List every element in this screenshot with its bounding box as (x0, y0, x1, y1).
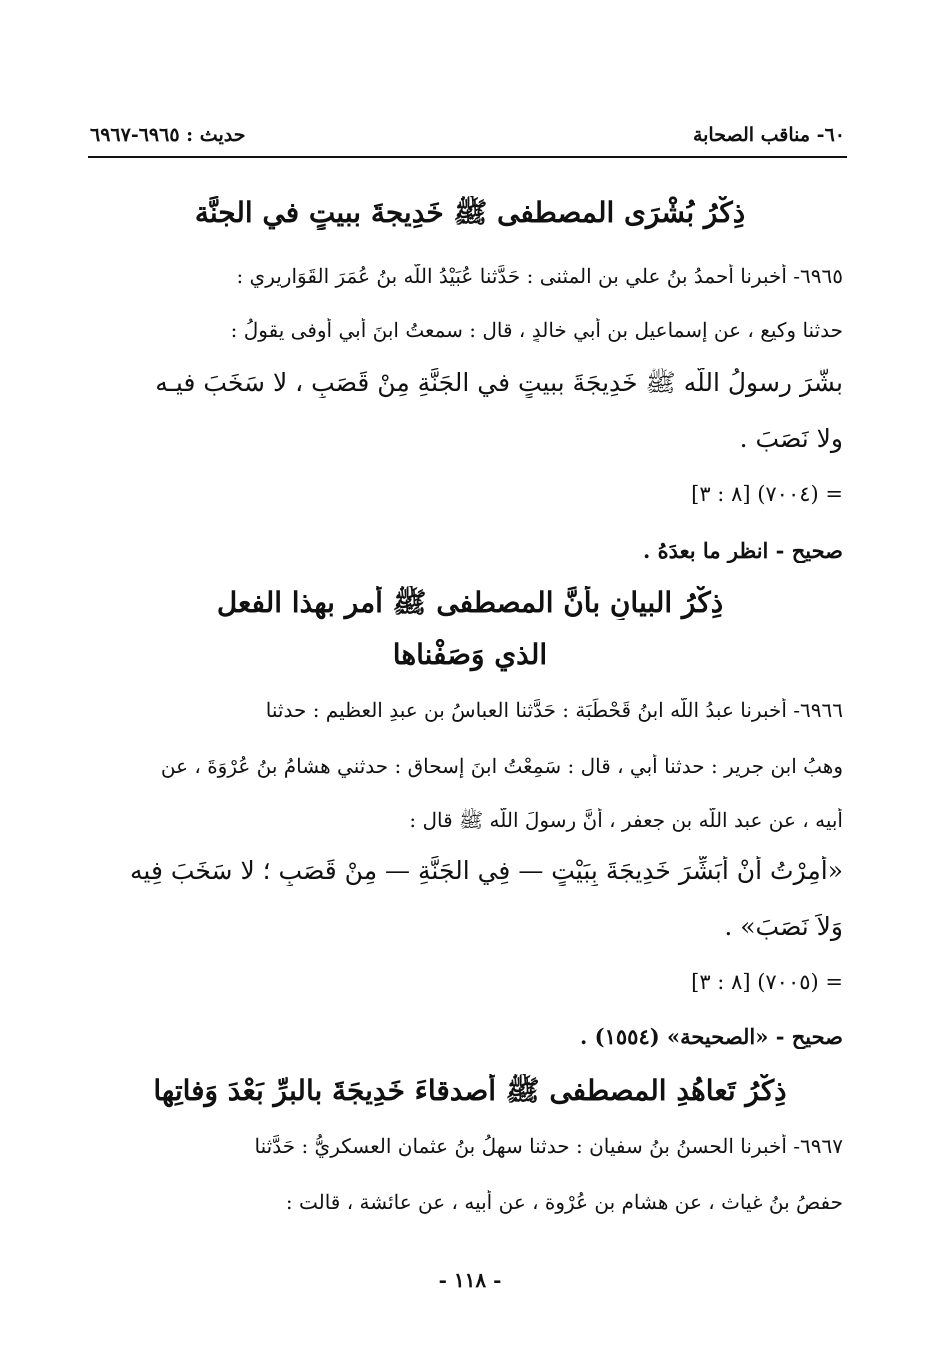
header-divider (88, 156, 847, 158)
cross-reference: = (٧٠٠٥) [٨ : ٣] (691, 970, 843, 994)
isnad-line: حفصُ بنُ غياث ، عن هشام بنِ عُرْوة ، عن أبيه ، عن عائشة ، قالت : (285, 1190, 843, 1214)
grading-note: صحيح - انظر ما بعدَهُ . (642, 538, 843, 563)
cross-reference: = (٧٠٠٤) [٨ : ٣] (691, 482, 843, 506)
page-number: - ١١٨ - (438, 1268, 502, 1292)
isnad-line: ٦٩٦٧- أخبرنا الحسنُ بنُ سفيان : حدثنا سهلُ بنُ عثمان العسكريُّ : حَدَّثنا (254, 1134, 843, 1158)
matn-line: وَلاَ نَصَبَ» . (724, 912, 843, 941)
isnad-line: وهبُ ابن جريرٍ : حدثنا أبي ، قال : سَمِعْتُ ابنَ إسحاق : حدثني هشامُ بنُ عُرْوَةَ ، عن (160, 754, 843, 778)
isnad-line: حدثنا وكيع ، عن إسماعيل بن أبي خالدٍ ، قال : سمعتُ ابنَ أبي أوفى يقولُ : (230, 318, 843, 342)
section-heading: ذِكْرُ بُشْرَى المصطفى ﷺ خَدِيجةَ ببيتٍ في الجنَّة (194, 196, 746, 229)
matn-line: بشَّرَ رسولُ اللَّه ﷺ خَدِيجَةَ ببيتٍ في الجَنَّةِ مِنْ قَصَبٍ ، لا سَخَبَ فيـه (155, 368, 843, 397)
section-heading: ذِكْرُ تَعاهُدِ المصطفى ﷺ أصدقاءَ خَدِيجَةَ بالبرِّ بَعْدَ وَفاتِها (153, 1074, 787, 1107)
hadith-range: حديث : ٦٩٦٥-٦٩٦٧ (90, 124, 246, 146)
matn-line: ولا نَصَبَ . (739, 424, 843, 453)
grading-note: صحيح - «الصحيحة» (١٥٥٤) . (580, 1024, 843, 1049)
isnad-line: ٦٩٦٥- أخبرنا أحمدُ بنُ علي بنِ المثنى : حَدَّثنا عُبَيْدُ اللَّه بنُ عُمَرَ القَوَارِيري : (236, 264, 843, 288)
running-head (90, 118, 845, 152)
isnad-line: ٦٩٦٦- أخبرنا عبدُ اللَّه ابنُ قَحْطَبَة : حَدَّثنا العباسُ بن عبدِ العظيم : حدثنا (265, 698, 843, 722)
matn-line: «أُمِرْتُ أَنْ أُبَشِّرَ خَدِيجَةَ بِبَيْتٍ — فِي الجَنَّةِ — مِنْ قَصَبٍ ؛ لا سَخَبَ فِيه (130, 856, 843, 885)
section-heading: الذي وَصَفْناها (392, 638, 548, 671)
chapter-title: ٦٠- مناقب الصحابة (692, 124, 845, 146)
isnad-line: أبيه ، عن عبد اللَّه بن جعفرٍ ، أنَّ رسولَ اللَّه ﷺ قال : (409, 808, 843, 832)
section-heading: ذِكْرُ البيانِ بأنَّ المصطفى ﷺ أمر بهذا الفعل (216, 586, 724, 619)
